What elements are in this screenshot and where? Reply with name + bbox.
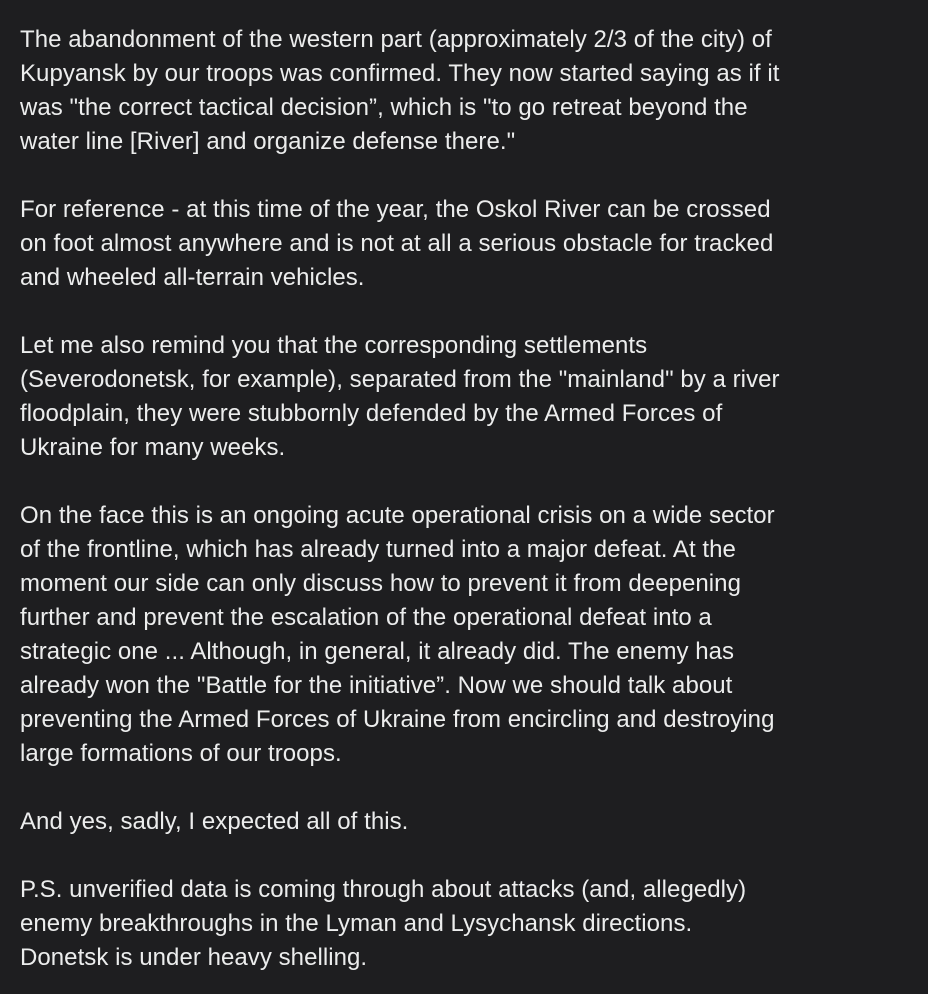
paragraph-oskol-river — [20, 193, 908, 295]
text-line: was "the correct tactical decision”, which is "to go retreat beyond the — [20, 94, 748, 121]
paragraph-kupyansk-abandonment — [20, 23, 908, 159]
text-line: (Severodonetsk, for example), separated from the "mainland" by a river — [20, 366, 780, 393]
text-line: further and prevent the escalation of the operational defeat into a — [20, 604, 712, 631]
paragraph-severodonetsk — [20, 329, 908, 465]
text-line: large formations of our troops. — [20, 740, 342, 767]
text-line: strategic one ... Although, in general, it already did. The enemy has — [20, 638, 735, 665]
text-line: moment our side can only discuss how to prevent it from deepening — [20, 570, 741, 597]
text-line: Donetsk is under heavy shelling. — [20, 944, 368, 971]
text-line: For reference - at this time of the year, the Oskol River can be crossed — [20, 196, 771, 223]
text-line: preventing the Armed Forces of Ukraine from encircling and destroying — [20, 706, 775, 733]
text-line: P.S. unverified data is coming through about attacks (and, allegedly) — [20, 876, 747, 903]
text-line: The abandonment of the western part (approximately 2/3 of the city) of — [20, 26, 772, 53]
paragraph-operational-crisis — [20, 499, 908, 771]
text-line: Let me also remind you that the corresponding settlements — [20, 332, 648, 359]
text-line: floodplain, they were stubbornly defended by the Armed Forces of — [20, 400, 723, 427]
text-line: water line [River] and organize defense there." — [20, 128, 516, 155]
paragraph-postscript — [20, 873, 908, 975]
text-line: Kupyansk by our troops was confirmed. They now started saying as if it — [20, 60, 780, 87]
text-line: already won the "Battle for the initiative”. Now we should talk about — [20, 672, 733, 699]
text-line: Ukraine for many weeks. — [20, 434, 286, 461]
text-line: On the face this is an ongoing acute operational crisis on a wide sector — [20, 502, 775, 529]
text-line: and wheeled all-terrain vehicles. — [20, 264, 365, 291]
text-line: And yes, sadly, I expected all of this. — [20, 808, 409, 835]
text-line: enemy breakthroughs in the Lyman and Lysychansk directions. — [20, 910, 693, 937]
text-line: of the frontline, which has already turned into a major defeat. At the — [20, 536, 736, 563]
text-line: on foot almost anywhere and is not at all a serious obstacle for tracked — [20, 230, 774, 257]
post-text — [20, 23, 908, 975]
paragraph-expected — [20, 805, 908, 839]
